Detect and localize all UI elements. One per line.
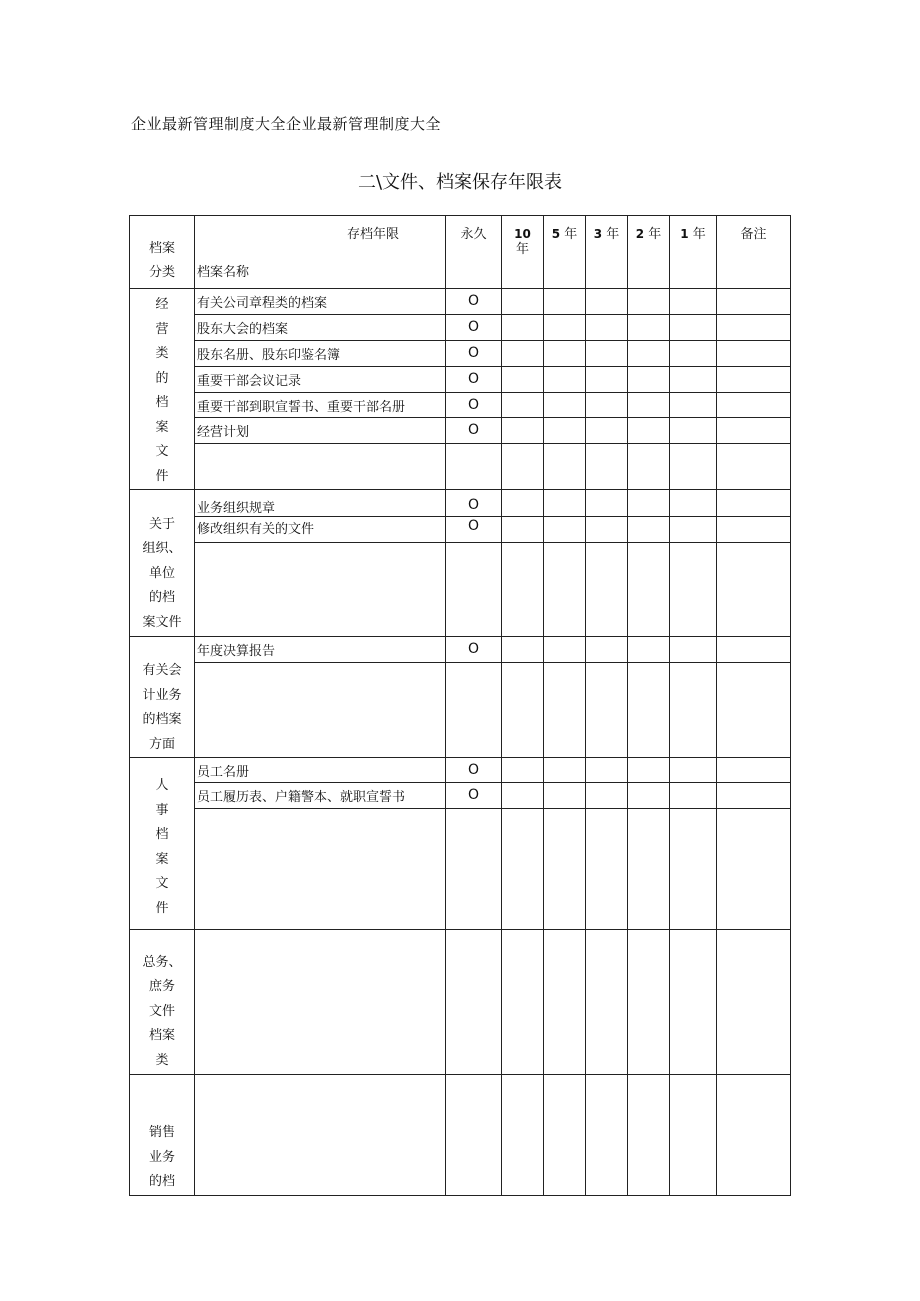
table-row xyxy=(130,289,791,315)
table-row xyxy=(130,392,791,418)
item-name: 重要干部会议记录 xyxy=(195,366,446,392)
header-category-label: 档案 分类 xyxy=(148,241,175,280)
category-label: 人 事 档 案 文 件 xyxy=(155,778,169,916)
category-cell xyxy=(130,637,195,758)
category-cell xyxy=(130,1075,195,1196)
header-1-num: 1 xyxy=(680,227,689,241)
header-3-years xyxy=(586,216,628,289)
retention-table xyxy=(129,215,791,1196)
permanent-mark: O xyxy=(446,517,502,543)
item-name: 员工名册 xyxy=(195,758,446,783)
header-remarks xyxy=(717,216,791,289)
table-row xyxy=(130,314,791,340)
header-5-unit: 年 xyxy=(564,227,578,242)
header-5-years xyxy=(544,216,586,289)
category-cell xyxy=(130,490,195,637)
header-row xyxy=(130,216,791,289)
running-header: 企业最新管理制度大全企业最新管理制度大全 xyxy=(131,115,442,133)
item-name: 股东大会的档案 xyxy=(195,314,446,340)
category-label: 经 营 类 的 档 案 文 件 xyxy=(155,297,169,484)
table-row xyxy=(130,1075,791,1196)
item-name: 重要干部到职宣誓书、重要干部名册 xyxy=(195,392,446,418)
table-row-empty xyxy=(130,444,791,490)
header-2-unit: 年 xyxy=(648,227,662,242)
header-3-num: 3 xyxy=(593,227,603,241)
category-label: 销售 业务 的档 xyxy=(148,1125,175,1189)
category-cell xyxy=(130,758,195,930)
permanent-mark: O xyxy=(446,418,502,444)
header-permanent xyxy=(446,216,502,289)
header-remarks-label: 备注 xyxy=(740,227,767,242)
category-label: 关于 组织、 单位 的档 案文件 xyxy=(142,516,182,630)
permanent-mark: O xyxy=(446,490,502,517)
permanent-mark: O xyxy=(446,783,502,809)
permanent-mark: O xyxy=(446,340,502,366)
permanent-mark: O xyxy=(446,392,502,418)
category-cell xyxy=(130,930,195,1075)
header-diagonal-cell xyxy=(195,216,446,289)
header-10-unit: 年 xyxy=(515,242,529,257)
permanent-mark: O xyxy=(446,314,502,340)
item-name: 股东名册、股东印鉴名簿 xyxy=(195,340,446,366)
permanent-mark: O xyxy=(446,637,502,663)
header-retention-label: 存档年限 xyxy=(346,227,399,242)
header-1-year xyxy=(670,216,717,289)
header-5-num: 5 xyxy=(551,227,561,241)
header-3-unit: 年 xyxy=(606,227,620,242)
table-row-empty xyxy=(130,543,791,637)
table-row xyxy=(130,366,791,392)
header-permanent-label: 永久 xyxy=(460,227,487,242)
table-row xyxy=(130,490,791,517)
category-label: 总务、 庶务 文件 档案 类 xyxy=(142,954,182,1068)
item-name: 年度决算报告 xyxy=(195,637,446,663)
category-cell xyxy=(130,289,195,490)
table-row xyxy=(130,418,791,444)
header-10-num: 10 xyxy=(514,227,531,241)
header-name-label: 档案名称 xyxy=(197,265,250,280)
item-name: 业务组织规章 xyxy=(195,490,446,517)
permanent-mark: O xyxy=(446,289,502,315)
item-name: 修改组织有关的文件 xyxy=(195,517,446,543)
header-1-unit: 年 xyxy=(692,227,706,242)
table-row xyxy=(130,783,791,809)
header-category-cell xyxy=(130,216,195,289)
table-row xyxy=(130,517,791,543)
item-name: 经营计划 xyxy=(195,418,446,444)
table-row xyxy=(130,340,791,366)
permanent-mark: O xyxy=(446,366,502,392)
category-label: 有关会 计业务 的档案 方面 xyxy=(142,663,182,752)
table-row xyxy=(130,930,791,1075)
table-row xyxy=(130,758,791,783)
table-row xyxy=(130,637,791,663)
table-row-empty xyxy=(130,663,791,758)
document-title: 二\文件、档案保存年限表 xyxy=(357,172,563,193)
table-row-empty xyxy=(130,809,791,930)
item-name: 有关公司章程类的档案 xyxy=(195,289,446,315)
header-2-num: 2 xyxy=(635,227,645,241)
item-name: 员工履历表、户籍警本、就职宣誓书 xyxy=(195,783,446,809)
permanent-mark: O xyxy=(446,758,502,783)
header-10-years xyxy=(502,216,544,289)
header-2-years xyxy=(628,216,670,289)
